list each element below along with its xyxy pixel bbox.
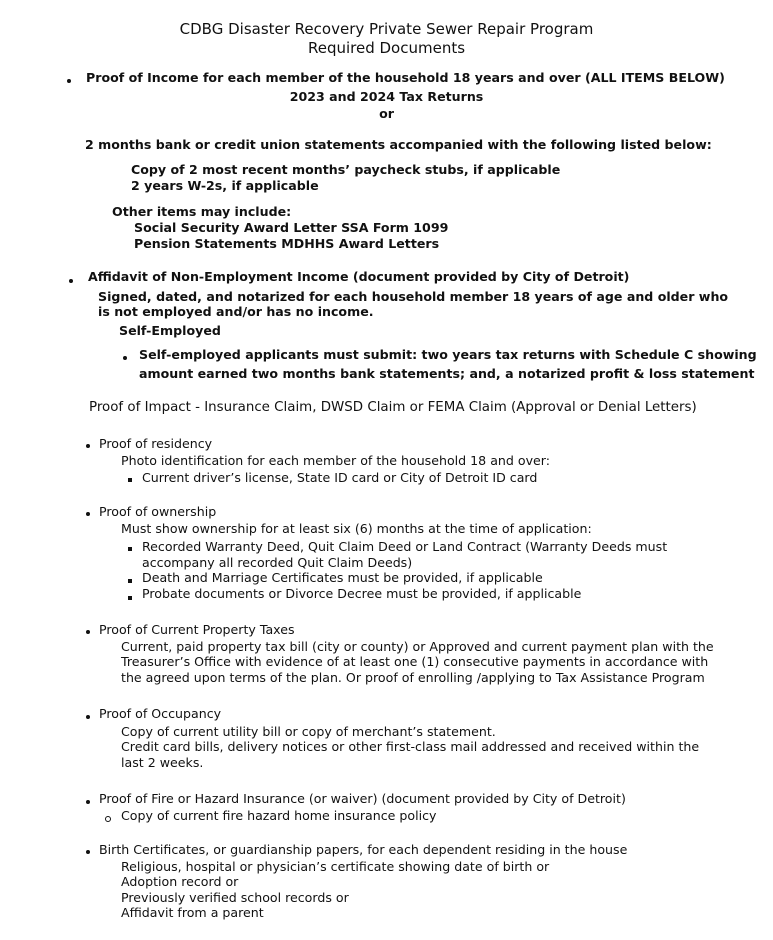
bullet-icon <box>86 800 90 804</box>
occupancy-line-1: Copy of current utility bill or copy of merchant’s statement. <box>121 724 496 739</box>
ownership-heading: Proof of ownership <box>99 504 217 519</box>
bank-statements-line: 2 months bank or credit union statements accompanied with the following listed below: <box>85 137 712 152</box>
tax-returns-line: 2023 and 2024 Tax Returns <box>289 89 484 104</box>
ownership-item-3: Probate documents or Divorce Decree must be provided, if applicable <box>142 586 582 601</box>
taxes-heading: Proof of Current Property Taxes <box>99 622 295 637</box>
occupancy-line-2: Credit card bills, delivery notices or other first-class mail addressed and received within the <box>121 739 700 754</box>
bullet-icon <box>86 630 90 634</box>
doc-subtitle: Required Documents <box>307 39 466 57</box>
doc-title: CDBG Disaster Recovery Private Sewer Repair Program <box>179 20 594 38</box>
ownership-item-1-line-2: accompany all recorded Quit Claim Deeds) <box>142 555 413 570</box>
other-item-ssa: Social Security Award Letter SSA Form 1099 <box>134 220 449 235</box>
hollow-circle-bullet-icon <box>105 816 111 822</box>
bullet-icon <box>123 356 127 360</box>
w2-line: 2 years W-2s, if applicable <box>131 178 319 193</box>
other-items-heading: Other items may include: <box>112 204 292 219</box>
income-heading: Proof of Income for each member of the household 18 years and over (ALL ITEMS BELOW) <box>86 70 725 85</box>
insurance-heading: Proof of Fire or Hazard Insurance (or waiver) (document provided by City of Detroit) <box>99 791 626 806</box>
birth-heading: Birth Certificates, or guardianship papers, for each dependent residing in the house <box>99 842 628 857</box>
square-bullet-icon <box>128 596 132 600</box>
square-bullet-icon <box>128 478 132 482</box>
ownership-item-2: Death and Marriage Certificates must be provided, if applicable <box>142 570 543 585</box>
occupancy-line-3: last 2 weeks. <box>121 755 204 770</box>
birth-line-3: Previously verified school records or <box>121 890 349 905</box>
self-employed-heading: Self-Employed <box>119 323 221 338</box>
affidavit-heading: Affidavit of Non-Employment Income (document provided by City of Detroit) <box>88 269 630 284</box>
taxes-line-2: Treasurer’s Office with evidence of at least one (1) consecutive payments in accordance with <box>121 654 709 669</box>
taxes-line-3: the agreed upon terms of the plan. Or proof of enrolling /applying to Tax Assistance Program <box>121 670 705 685</box>
affidavit-line-2: is not employed and/or has no income. <box>98 304 374 319</box>
birth-line-2: Adoption record or <box>121 874 239 889</box>
paycheck-line: Copy of 2 most recent months’ paycheck stubs, if applicable <box>131 162 561 177</box>
self-employed-line-1: Self-employed applicants must submit: two years tax returns with Schedule C showing <box>139 347 757 362</box>
affidavit-line-1: Signed, dated, and notarized for each household member 18 years of age and older who <box>98 289 729 304</box>
ownership-sub: Must show ownership for at least six (6) months at the time of application: <box>121 521 592 536</box>
or-line: or <box>379 106 394 121</box>
birth-line-4: Affidavit from a parent <box>121 905 264 920</box>
bullet-icon <box>86 512 90 516</box>
square-bullet-icon <box>128 547 132 551</box>
bullet-icon <box>86 850 90 854</box>
self-employed-line-2: amount earned two months bank statements; and, a notarized profit & loss statement <box>139 366 755 381</box>
square-bullet-icon <box>128 579 132 583</box>
ownership-item-1-line-1: Recorded Warranty Deed, Quit Claim Deed or Land Contract (Warranty Deeds must <box>142 539 668 554</box>
bullet-icon <box>69 279 73 283</box>
occupancy-heading: Proof of Occupancy <box>99 706 222 721</box>
insurance-item: Copy of current fire hazard home insurance policy <box>121 808 437 823</box>
bullet-icon <box>86 715 90 719</box>
other-item-pension: Pension Statements MDHHS Award Letters <box>134 236 440 251</box>
birth-line-1: Religious, hospital or physician’s certificate showing date of birth or <box>121 859 550 874</box>
taxes-line-1: Current, paid property tax bill (city or county) or Approved and current payment plan with the <box>121 639 714 654</box>
residency-item: Current driver’s license, State ID card or City of Detroit ID card <box>142 470 538 485</box>
residency-sub: Photo identification for each member of the household 18 and over: <box>121 453 550 468</box>
residency-heading: Proof of residency <box>99 436 213 451</box>
proof-of-impact: Proof of Impact - Insurance Claim, DWSD Claim or FEMA Claim (Approval or Denial Letters) <box>89 400 697 415</box>
bullet-icon <box>86 444 90 448</box>
bullet-icon <box>67 79 71 83</box>
